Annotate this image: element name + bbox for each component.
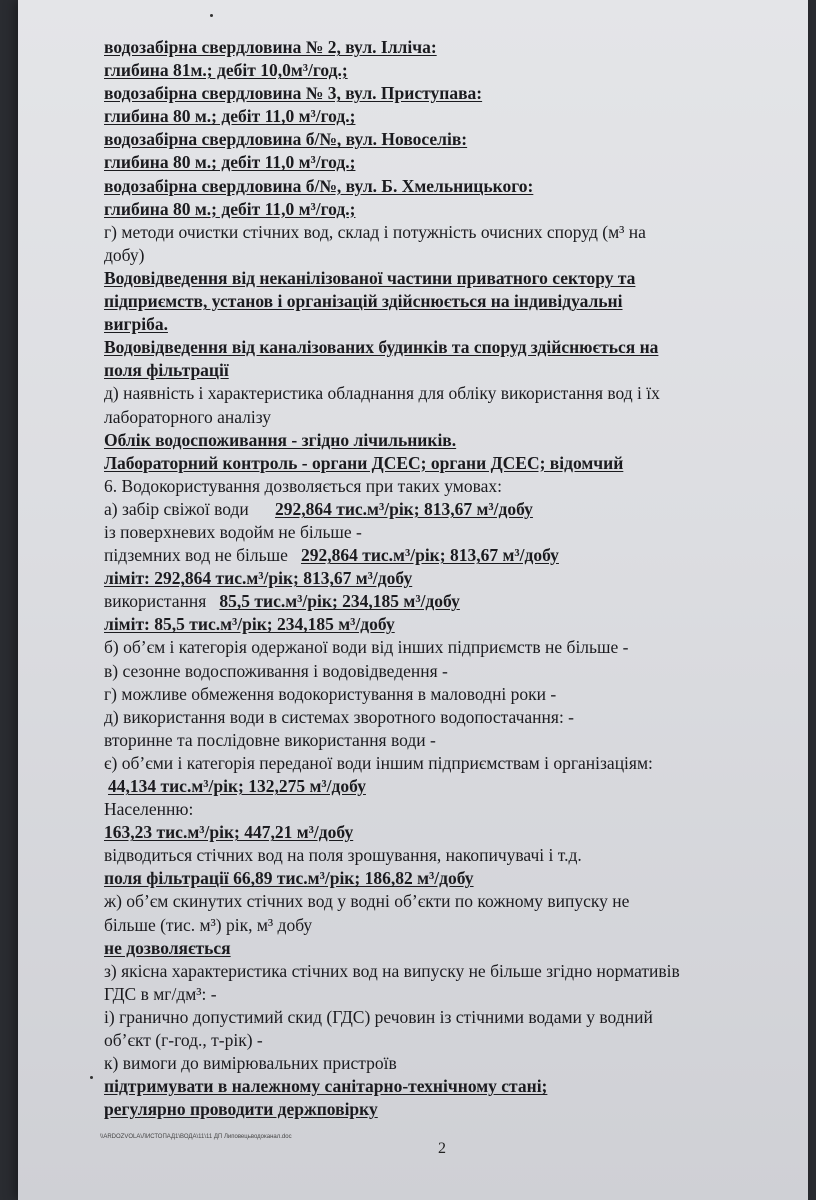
text-line: водозабірна свердловина № 2, вул. Ілліча: bbox=[104, 37, 437, 57]
text-line: 163,23 тис.м³/рік; 447,21 м³/добу bbox=[104, 822, 354, 843]
document-page bbox=[18, 0, 808, 1200]
speck-mark bbox=[210, 14, 213, 17]
text-line: ліміт: 85,5 тис.м³/рік; 234,185 м³/добу bbox=[104, 614, 395, 635]
text-line: лабораторного аналізу bbox=[104, 406, 272, 427]
text-line: д) наявність і характеристика обладнання для обліку використання вод і їх bbox=[104, 383, 660, 404]
text-line: водозабірна свердловина № 3, вул. Приступава: bbox=[104, 83, 483, 104]
text-line: поля фільтрації bbox=[104, 360, 229, 381]
text-line: відводиться стічних вод на поля зрошування, накопичувачі і т.д. bbox=[104, 845, 582, 866]
text-line bbox=[104, 590, 776, 613]
text-line: добу) bbox=[104, 244, 145, 265]
text-line: д) використання води в системах зворотного водопостачання: - bbox=[104, 706, 575, 727]
text-line bbox=[104, 544, 776, 567]
text-line: і) гранично допустимий скид (ГДС) речовин із стічними водами у водний bbox=[104, 1006, 653, 1027]
page-number: 2 bbox=[438, 1140, 446, 1157]
text-line: ліміт: 292,864 тис.м³/рік; 813,67 м³/добу bbox=[104, 568, 413, 589]
text-line: Водовідведення від каналізованих будинків та споруд здійснюється на bbox=[104, 337, 659, 358]
text-line bbox=[104, 498, 776, 521]
text-line: Водовідведення від неканілізованої частини приватного сектору та bbox=[104, 267, 636, 288]
value: 292,864 тис.м³/рік; 813,67 м³/добу bbox=[300, 545, 559, 566]
speck-mark bbox=[90, 1076, 93, 1079]
text-line: Облік водоспоживання - згідно лічильників. bbox=[104, 429, 457, 450]
text-line: підтримувати в належному санітарно-технічному стані; bbox=[104, 1076, 548, 1097]
text-line: в) сезонне водоспоживання і водовідведення - bbox=[104, 660, 448, 681]
text-line: ж) об’єм скинутих стічних вод у водні об’єкти по кожному випуску не bbox=[104, 891, 630, 912]
text-line: б) об’єм і категорія одержаної води від інших підприємств не більше - bbox=[104, 637, 629, 658]
text-line: глибина 81м.; дебіт 10,0м³/год.; bbox=[104, 60, 348, 81]
text-line: Лабораторний контроль - органи ДСЕС; органи ДСЕС; відомчий bbox=[104, 452, 624, 473]
text-line: г) методи очистки стічних вод, склад і потужність очисних споруд (м³ на bbox=[104, 221, 646, 242]
value: 292,864 тис.м³/рік; 813,67 м³/добу bbox=[274, 498, 533, 519]
text-line: ГДС в мг/дм³: - bbox=[104, 983, 217, 1004]
text-line: г) можливе обмеження водокористування в маловодні роки - bbox=[104, 683, 557, 704]
label: а) забір свіжої води bbox=[104, 498, 249, 519]
text-line: є) об’єми і категорія переданої води іншим підприємствам і організаціям: bbox=[104, 752, 653, 773]
text-line: Населенню: bbox=[104, 799, 194, 820]
text-line: вигріба. bbox=[104, 314, 168, 335]
text-line: з) якісна характеристика стічних вод на випуску не більше згідно нормативів bbox=[104, 960, 680, 981]
value: 85,5 тис.м³/рік; 234,185 м³/добу bbox=[219, 591, 460, 612]
text-line: більше (тис. м³) рік, м³ добу bbox=[104, 914, 313, 935]
text-line: к) вимоги до вимірювальних пристроїв bbox=[104, 1053, 397, 1074]
text-line: підприємств, установ і організацій здійснюється на індивідуальні bbox=[104, 291, 623, 312]
text-line: вторинне та послідовне використання води - bbox=[104, 729, 436, 750]
text-line: глибина 80 м.; дебіт 11,0 м³/год.; bbox=[104, 198, 356, 219]
text-line: глибина 80 м.; дебіт 11,0 м³/год.; bbox=[104, 152, 356, 173]
text-line: поля фільтрації 66,89 тис.м³/рік; 186,82 м³/добу bbox=[104, 868, 474, 889]
text-line: 6. Водокористування дозволяється при таких умовах: bbox=[104, 475, 503, 496]
document-body bbox=[104, 36, 776, 1121]
label: використання bbox=[104, 591, 207, 612]
text-line: водозабірна свердловина б/№, вул. Б. Хмельницького: bbox=[104, 175, 534, 196]
text-line: 44,134 тис.м³/рік; 132,275 м³/добу bbox=[108, 776, 366, 796]
label: підземних вод не більше bbox=[104, 545, 288, 566]
text-line: із поверхневих водойм не більше - bbox=[104, 521, 362, 542]
text-line: регулярно проводити держповірку bbox=[104, 1099, 378, 1120]
text-line: глибина 80 м.; дебіт 11,0 м³/год.; bbox=[104, 106, 356, 127]
text-line: об’єкт (г-год., т-рік) - bbox=[104, 1030, 263, 1051]
text-line: не дозволяється bbox=[104, 937, 231, 958]
text-line: водозабірна свердловина б/№, вул. Новоселів: bbox=[104, 129, 468, 150]
footer-file-path: \\ARDOZVOLA\ЛИСТОПАД1\ВОДА\11\11 ДП Липовецьводоканал.doc bbox=[100, 1134, 292, 1140]
